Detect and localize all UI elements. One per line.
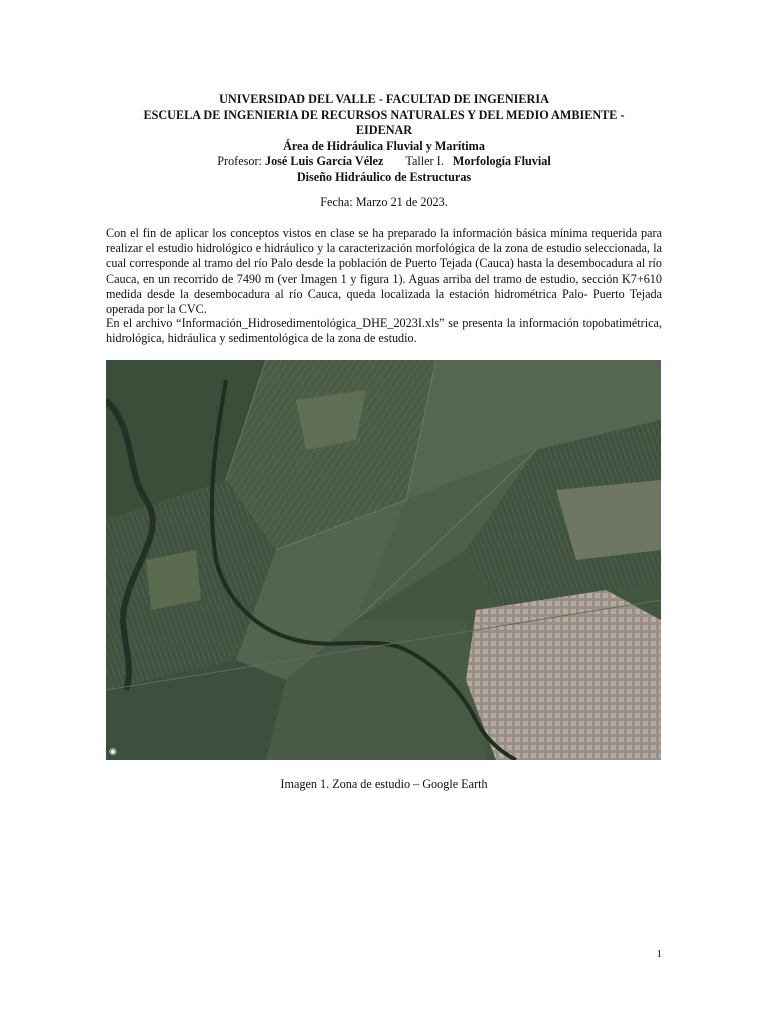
date-line: Fecha: Marzo 21 de 2023. [320, 195, 448, 209]
university-title: UNIVERSIDAD DEL VALLE - FACULTAD DE INGENIERIA [219, 92, 549, 106]
page-number: 1 [656, 948, 662, 960]
taller-label: Taller I. [405, 154, 444, 169]
file-paragraph: En el archivo “Información_Hidrosedimentológica_DHE_2023I.xls” se presenta la información topobatimétrica, hidrológica, hidráulica y sedimentológica de la zona de estudio. [106, 316, 662, 346]
professor-label: Profesor: [217, 154, 265, 169]
image-caption: Imagen 1. Zona de estudio – Google Earth [280, 777, 488, 791]
professor-line [106, 154, 662, 170]
satellite-map-drawing [106, 360, 661, 760]
school-acronym: EIDENAR [355, 123, 413, 138]
course-title: Diseño Hidráulico de Estructuras [296, 169, 472, 184]
document-header [106, 92, 662, 186]
school-title: ESCUELA DE INGENIERIA DE RECURSOS NATURALES Y DEL MEDIO AMBIENTE - [143, 107, 625, 122]
professor-name: José Luis García Vélez [264, 154, 384, 169]
area-title: Área de Hidráulica Fluvial y Marítima [283, 138, 485, 153]
google-earth-icon: ◉ [109, 746, 117, 756]
satellite-image [106, 360, 661, 760]
taller-name: Morfología Fluvial [452, 154, 551, 169]
intro-paragraph: Con el fin de aplicar los conceptos vistos en clase se ha preparado la información básica mínima requerida para realizar el estudio hidrológico e hidráulico y la caracterización morfológica de la zona de estudio seleccionada, la cual corresponde al tramo del río Palo desde la población de Puerto Tejada (Cauca) hasta la desembocadura al río Cauca, en un recorrido de 7490 m (ver Imagen 1 y figura 1). Aguas arriba del tramo de estudio, sección K7+610 medida desde la desembocadura al río Cauca, queda localizada la estación hidrométrica Palo- Puerto Tejada operada por la CVC. [106, 226, 662, 317]
